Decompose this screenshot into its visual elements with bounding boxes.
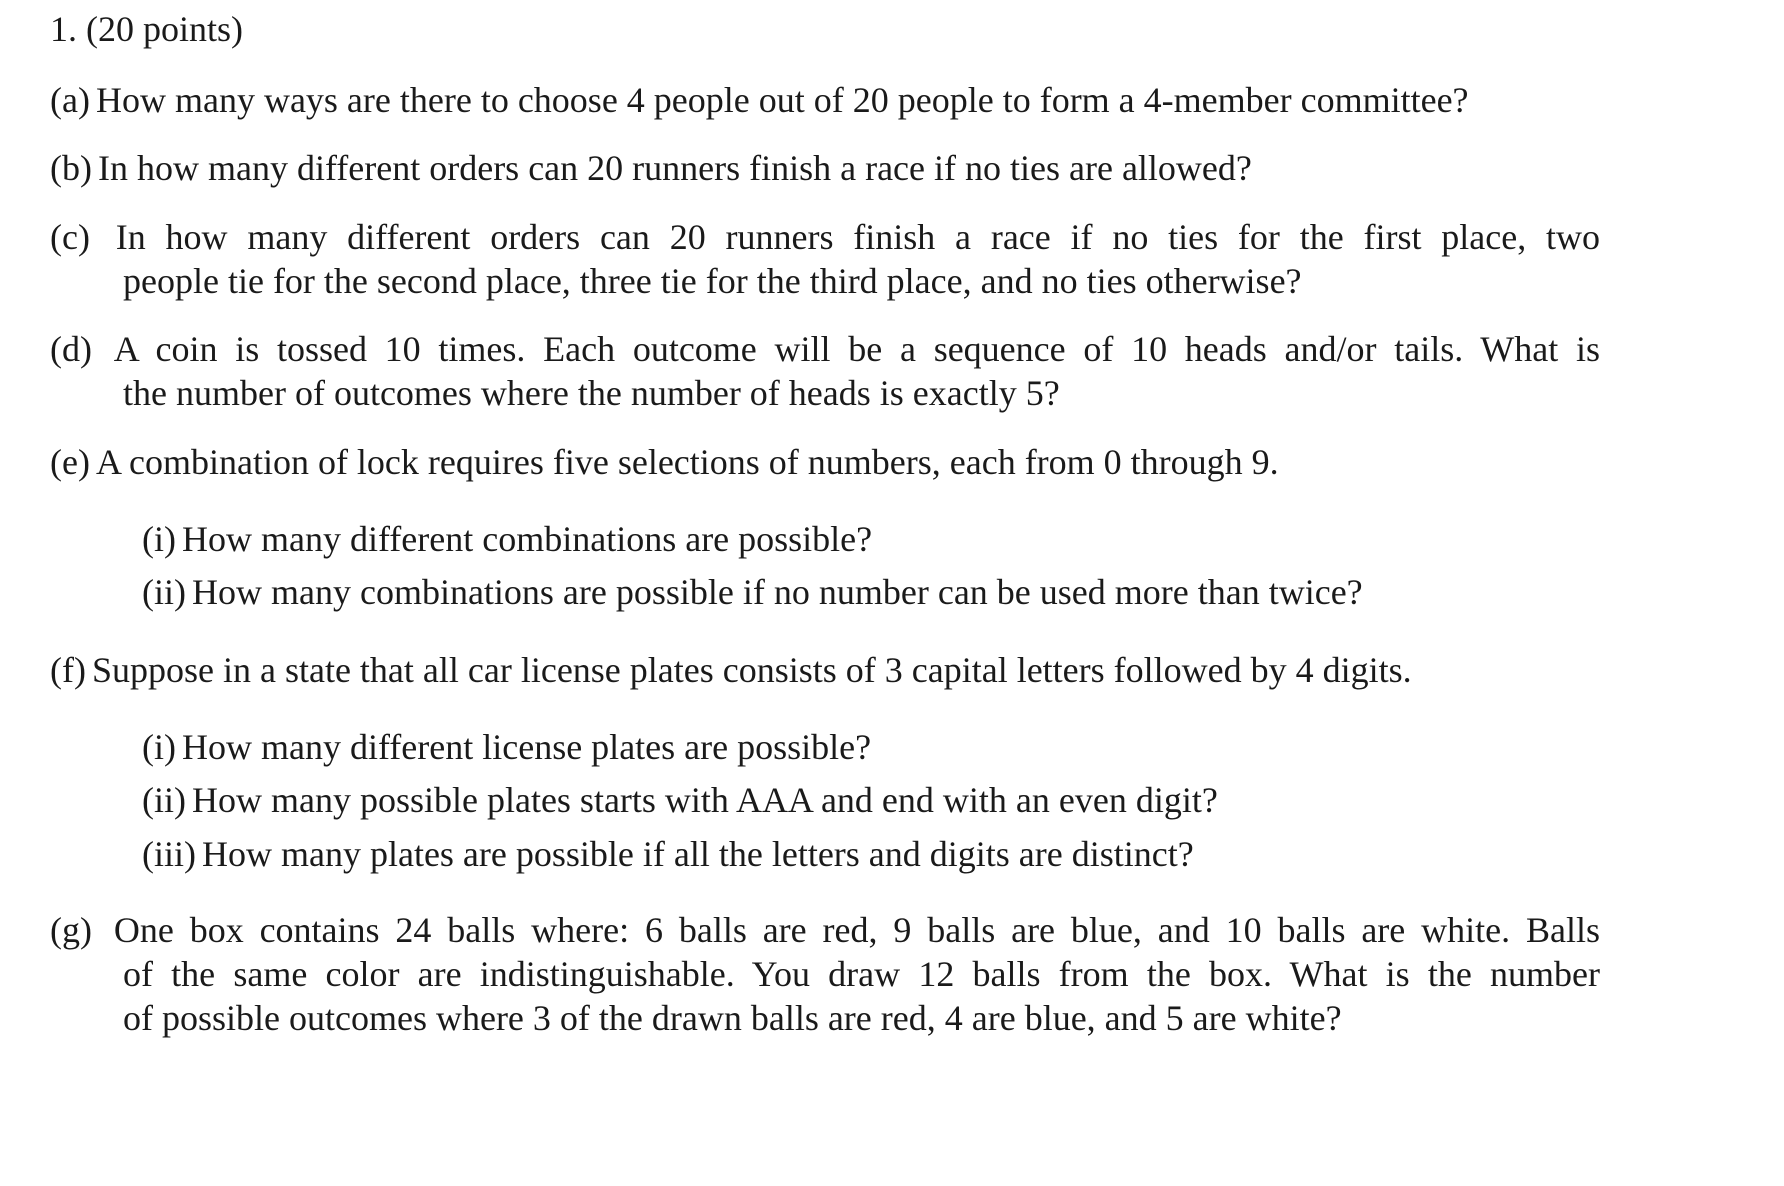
part-f-i-label: (i)	[142, 727, 176, 767]
part-g-line3: of possible outcomes where 3 of the drawn balls are red, 4 are blue, and 5 are white?	[123, 998, 1342, 1038]
part-f-label: (f)	[50, 650, 86, 690]
part-g-line1	[50, 908, 1600, 952]
part-e-ii-text: How many combinations are possible if no number can be used more than twice?	[191, 572, 1363, 612]
part-a	[50, 78, 1469, 122]
part-g-text-1: One box contains 24 balls where: 6 balls are red, 9 balls are blue, and 10 balls are white. Balls	[113, 910, 1601, 950]
part-c-text-1: In how many different orders can 20 runners finish a race if no ties for the first place, two	[115, 217, 1600, 257]
part-e-text: A combination of lock requires five selections of numbers, each from 0 through 9.	[95, 442, 1279, 482]
part-g-label: (g)	[50, 910, 92, 950]
part-f-iii-label: (iii)	[142, 834, 196, 874]
part-e-ii	[142, 570, 1363, 614]
part-f	[50, 648, 1412, 692]
problem-header: 1. (20 points)	[50, 9, 243, 49]
part-c-line2: people tie for the second place, three tie for the third place, and no ties otherwise?	[123, 261, 1302, 301]
part-d-text-1: A coin is tossed 10 times. Each outcome will be a sequence of 10 heads and/or tails. What is	[113, 329, 1600, 369]
part-a-label: (a)	[50, 80, 90, 120]
part-d-line2: the number of outcomes where the number of heads is exactly 5?	[123, 373, 1060, 413]
part-b-label: (b)	[50, 148, 92, 188]
part-f-iii-text: How many plates are possible if all the letters and digits are distinct?	[201, 834, 1194, 874]
part-e-label: (e)	[50, 442, 90, 482]
part-f-i-text: How many different license plates are possible?	[181, 727, 872, 767]
part-f-ii-label: (ii)	[142, 780, 186, 820]
part-g-line2: of the same color are indistinguishable. You draw 12 balls from the box. What is the number	[123, 954, 1600, 994]
part-f-iii	[142, 832, 1194, 876]
part-c-label: (c)	[50, 217, 90, 257]
part-b	[50, 146, 1252, 190]
part-b-text: In how many different orders can 20 runners finish a race if no ties are allowed?	[97, 148, 1252, 188]
part-e-ii-label: (ii)	[142, 572, 186, 612]
part-f-i	[142, 725, 871, 769]
part-e-i	[142, 517, 872, 561]
part-e	[50, 440, 1279, 484]
part-f-text: Suppose in a state that all car license plates consists of 3 capital letters followed by 4 digits.	[91, 650, 1412, 690]
part-c-line1	[50, 215, 1600, 259]
part-f-ii	[142, 778, 1218, 822]
part-a-text: How many ways are there to choose 4 people out of 20 people to form a 4-member committee?	[95, 80, 1469, 120]
part-e-i-label: (i)	[142, 519, 176, 559]
part-f-ii-text: How many possible plates starts with AAA and end with an even digit?	[191, 780, 1218, 820]
part-d-label: (d)	[50, 329, 92, 369]
part-d-line1	[50, 327, 1600, 371]
part-e-i-text: How many different combinations are possible?	[181, 519, 873, 559]
